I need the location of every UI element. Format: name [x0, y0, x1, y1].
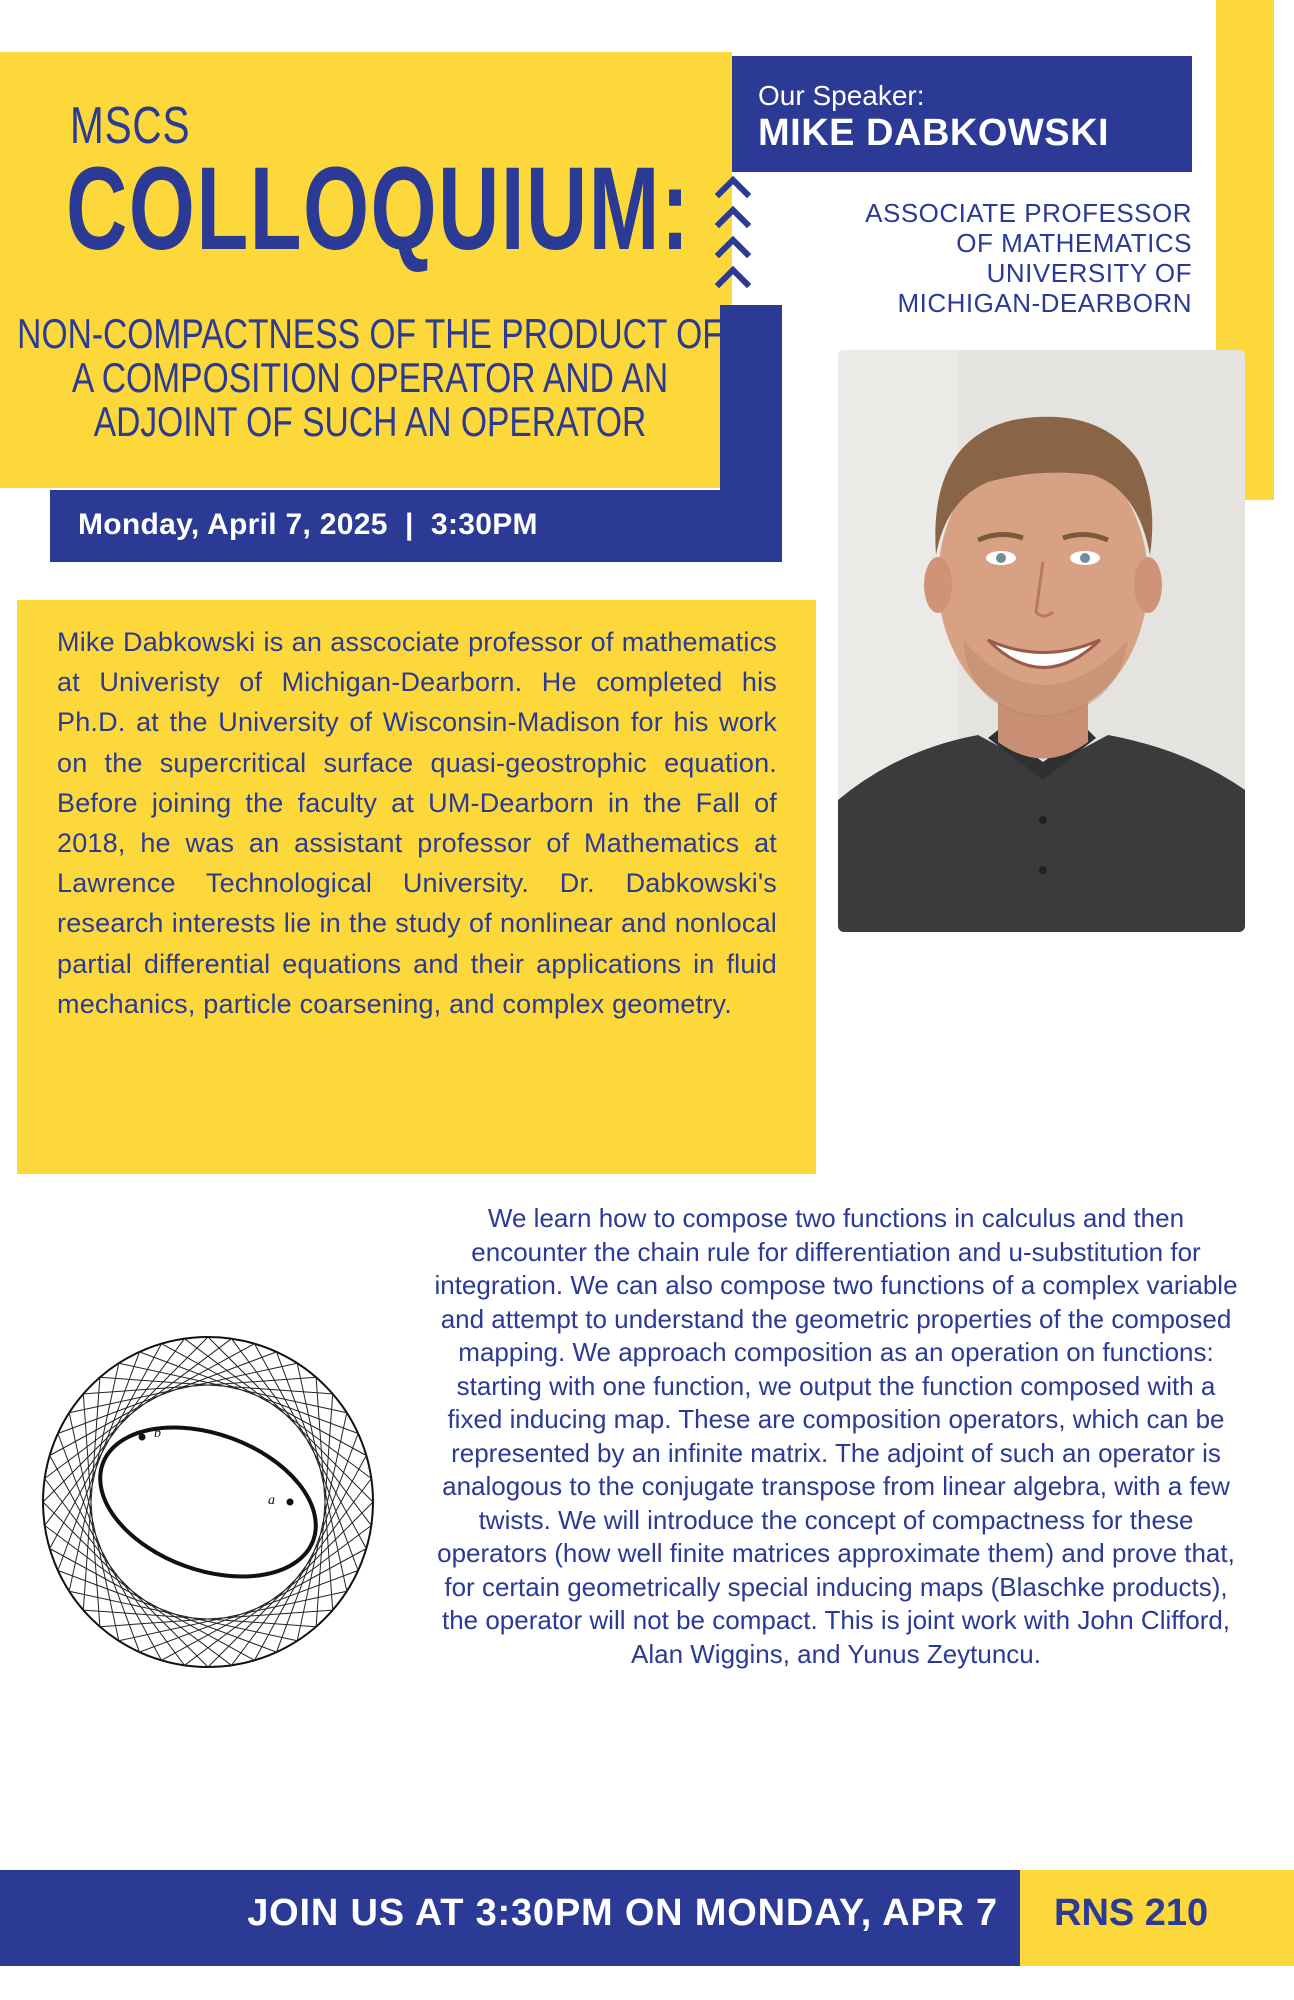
chord-line	[119, 1363, 347, 1413]
inner-ellipse	[79, 1400, 336, 1604]
speaker-banner	[732, 56, 1192, 172]
speaker-photo	[838, 350, 1245, 932]
chord-line	[316, 1394, 333, 1627]
chord-line	[83, 1377, 316, 1394]
room-label: RNS 210	[1054, 1892, 1209, 1934]
chord-line	[83, 1377, 100, 1610]
chord-line	[58, 1352, 277, 1434]
chord-line	[100, 1377, 333, 1394]
speaker-label: Our Speaker:	[758, 80, 925, 111]
speaker-institution-line1: UNIVERSITY OF	[986, 258, 1192, 288]
point-b-label: b	[154, 1426, 161, 1441]
event-date-bar	[50, 490, 782, 562]
chord-line	[83, 1394, 100, 1627]
speaker-affiliation	[772, 198, 1192, 318]
footer-room-box	[1020, 1870, 1294, 1966]
speaker-bio-panel	[17, 600, 816, 1174]
event-date-time: Monday, April 7, 2025 | 3:30PM	[78, 508, 538, 541]
footer-cta: JOIN US AT 3:30PM ON MONDAY, APR 7	[247, 1892, 998, 1934]
talk-abstract: We learn how to compose two functions in calculus and then encounter the chain rule for differentiation and u-substitution for integration. We can also compose two functions of a complex variable and attempt to understand the geometric properties of the composed mapping. We approach composition as an operation on functions: starting with one function, we output the function composed with a fixed inducing map. These are composition operators, which can be represented by an infinite matrix. The adjoint of such an operator is analogous to the conjugate transpose from linear algebra, with a few twists. We will introduce the concept of compactness for these operators (how well finite matrices approximate them) and prove that, for certain geometrically special inducing maps (Blaschke products), the operator will not be compact. This is joint work with John Clifford, Alan Wiggins, and Yunus Zeytuncu.	[434, 1203, 1238, 1669]
series-label: MSCS	[70, 97, 191, 155]
point-b	[139, 1434, 146, 1441]
speaker-title-line2: OF MATHEMATICS	[956, 228, 1192, 258]
talk-title	[10, 312, 730, 444]
chord-line	[69, 1591, 297, 1641]
chord-line	[316, 1377, 333, 1610]
chevron-up-icon	[713, 172, 753, 304]
chord-line	[119, 1591, 347, 1641]
chord-line	[140, 1352, 359, 1434]
chord-line	[58, 1571, 277, 1653]
chord-line	[83, 1610, 316, 1627]
chord-line	[100, 1610, 333, 1627]
speaker-institution-line2: MICHIGAN-DEARBORN	[897, 288, 1192, 318]
chord-line	[69, 1363, 297, 1413]
speaker-title-line1: ASSOCIATE PROFESSOR	[865, 198, 1192, 228]
speaker-name: MIKE DABKOWSKI	[758, 112, 1110, 154]
point-a	[287, 1499, 294, 1506]
talk-title-text: NON-COMPACTNESS OF THE PRODUCT OF A COMPOSITION OPERATOR AND AN ADJOINT OF SUCH AN OPERATOR	[17, 310, 723, 445]
event-type-heading: COLLOQUIUM:	[66, 143, 691, 275]
point-a-label: a	[268, 1493, 275, 1508]
speaker-portrait-icon	[838, 350, 1245, 932]
envelope-figure	[38, 1332, 378, 1672]
footer-cta-bar	[0, 1870, 1020, 1966]
chord-line	[140, 1571, 359, 1653]
speaker-bio: Mike Dabkowski is an asscociate professor of mathematics at Univeristy of Michigan-Dearborn. He completed his Ph.D. at the University of Wisconsin-Madison for his work on the supercritical surface quasi-geostrophic equation. Before joining the faculty at UM-Dearborn in the Fall of 2018, he was an assistant professor of Mathematics at Lawrence Technological University. Dr. Dabkowski's research interests lie in the study of nonlinear and nonlocal partial differential equations and their applications in fluid mechanics, particle coarsening, and complex geometry.	[57, 627, 777, 1019]
